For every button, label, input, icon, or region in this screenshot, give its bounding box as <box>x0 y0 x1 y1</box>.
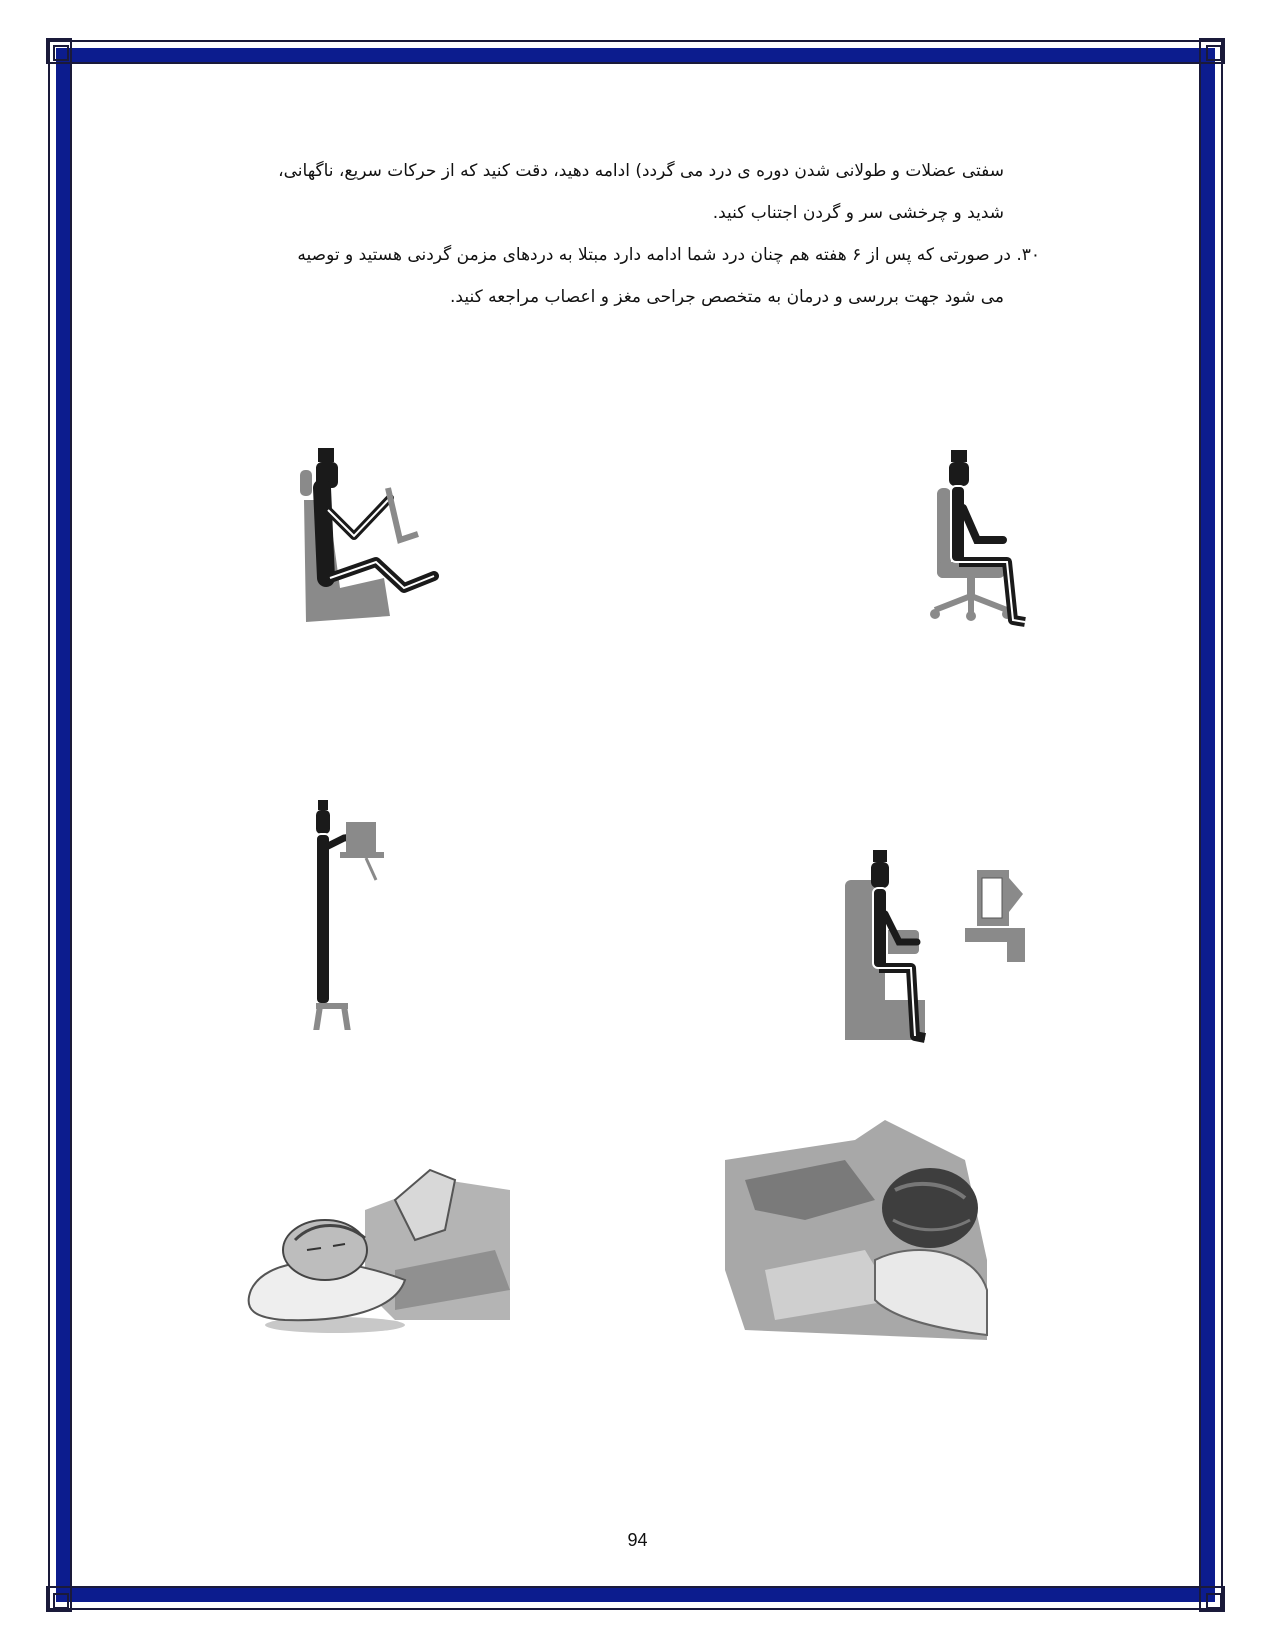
paragraph-line: می شود جهت بررسی و درمان به متخصص جراحی مغز و اعصاب مراجعه کنید. <box>450 287 1004 307</box>
border-corner-bottom-right <box>1199 1586 1225 1612</box>
person-driving-car-seat-icon <box>300 448 460 628</box>
person-sitting-office-chair-icon <box>915 450 1030 630</box>
border-corner-top-right <box>1199 38 1225 64</box>
paragraph-line: سفتی عضلات و طولانی شدن دوره ی درد می گردد) ادامه دهید، دقت کنید که از حرکات سریع، ناگهانی، <box>278 161 1004 181</box>
page-number: 94 <box>627 1530 648 1550</box>
person-sleeping-on-side-icon <box>725 1120 990 1350</box>
person-sleeping-on-back-icon <box>245 1150 515 1340</box>
person-sitting-at-computer-icon <box>845 850 1060 1050</box>
border-corner-top-left <box>46 38 72 64</box>
body-text <box>140 150 1040 318</box>
person-standing-at-desk-icon <box>310 800 390 1030</box>
border-corner-bottom-left <box>46 1586 72 1612</box>
paragraph-line: شدید و چرخشی سر و گردن اجتناب کنید. <box>712 203 1004 223</box>
numbered-item-30: ۳۰. در صورتی که پس از ۶ هفته هم چنان درد شما ادامه دارد مبتلا به دردهای مزمن گردنی هستید و توصیه <box>297 245 1040 265</box>
